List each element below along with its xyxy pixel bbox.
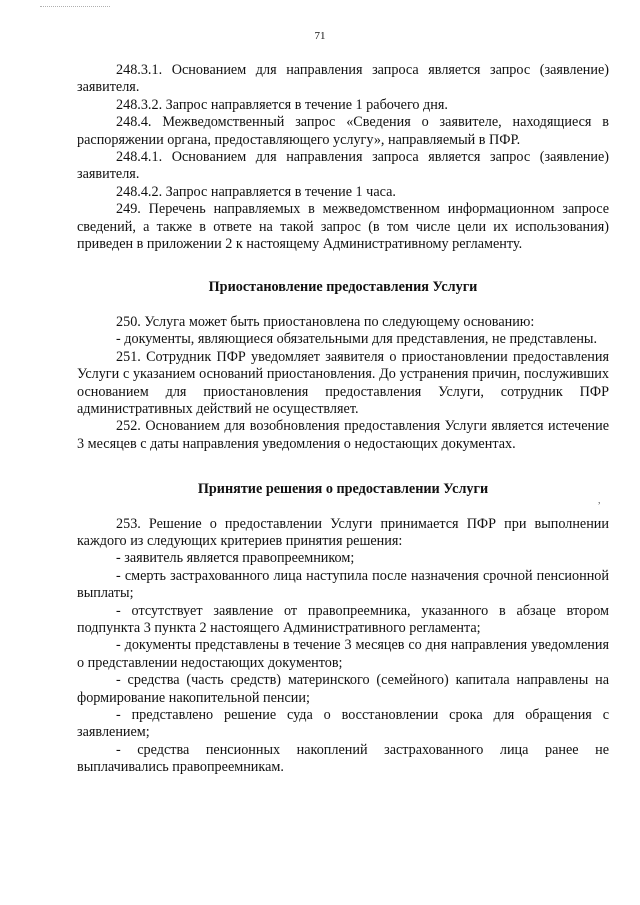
criterion-item: - заявитель является правопреемником; [116, 550, 355, 567]
paragraph-251: 251. Сотрудник ПФР уведомляет заявителя о приостановлении предоставления Услуги с указанием оснований приостановления. До устранения причин, послуживших основанием для приостановления предоставления Услуги, сотрудник ПФР административных действий не осуществляет. [77, 348, 609, 417]
paragraph-248-4-2: 248.4.2. Запрос направляется в течение 1 часа. [116, 183, 396, 200]
document-body [77, 62, 609, 777]
criterion-item: - средства (часть средств) материнского (семейного) капитала направлены на формирование накопительной пенсии; [77, 672, 609, 706]
criterion-item: - отсутствует заявление от правопреемника, указанного в абзаце втором подпункта 3 пункта 2 настоящего Административного регламента; [77, 602, 609, 636]
paragraph-250: 250. Услуга может быть приостановлена по следующему основанию: [116, 313, 535, 330]
criterion-item: - документы представлены в течение 3 месяцев со дня направления уведомления о представлении недостающих документов; [77, 637, 609, 671]
criterion-item: - средства пенсионных накоплений застрахованного лица ранее не выплачивались правопреемникам. [77, 741, 609, 776]
scan-artifact-mark: , [598, 495, 601, 506]
section-heading-suspension: Приостановление предоставления Услуги [208, 279, 478, 296]
paragraph-248-3-2: 248.3.2. Запрос направляется в течение 1 рабочего дня. [116, 96, 448, 113]
criterion-item: - представлено решение суда о восстановлении срока для обращения с заявлением; [77, 707, 609, 741]
paragraph-248-3-1: 248.3.1. Основанием для направления запроса является запрос (заявление) заявителя. [77, 62, 609, 96]
page-number: 71 [314, 30, 326, 42]
paragraph-253: 253. Решение о предоставлении Услуги принимается ПФР при выполнении каждого из следующих критериев принятия решения: [77, 515, 609, 549]
paragraph-248-4: 248.4. Межведомственный запрос «Сведения о заявителе, находящиеся в распоряжении органа, предоставляющего услугу», направляемый в ПФР. [77, 114, 609, 148]
paragraph-252: 252. Основанием для возобновления предоставления Услуги является истечение 3 месяцев с даты направления уведомления о недостающих документах. [77, 418, 609, 452]
criterion-item: - смерть застрахованного лица наступила после назначения срочной пенсионной выплаты; [77, 567, 609, 602]
paragraph-248-4-1: 248.4.1. Основанием для направления запроса является запрос (заявление) заявителя. [77, 149, 609, 183]
paragraph-249: 249. Перечень направляемых в межведомственном информационном запросе сведений, а также в ответе на такой запрос (в том числе цели их использования) приведен в приложении 2 к настоящему Административному регламенту. [77, 201, 609, 253]
scan-artifact [40, 6, 110, 9]
section-heading-decision: Принятие решения о предоставлении Услуги [197, 481, 489, 498]
paragraph-250-item: - документы, являющиеся обязательными для представления, не представлены. [116, 331, 597, 348]
